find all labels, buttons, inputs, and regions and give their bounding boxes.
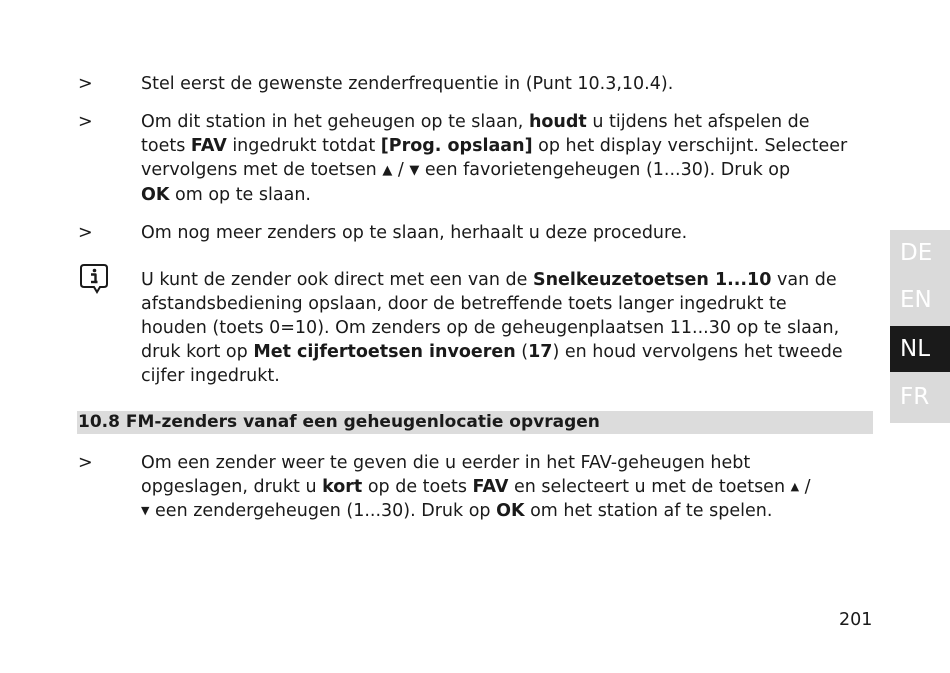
text-run: een zendergeheugen (1...30). Druk op [149, 501, 497, 521]
text-run: u tijdens het afspelen de [586, 112, 810, 132]
text-run: Om een zender weer te geven die u eerder in het FAV-geheugen hebt [141, 453, 751, 473]
text-run: op de toets [362, 477, 473, 497]
text-run: om het station af te spelen. [524, 501, 773, 521]
text-run: opgeslagen, drukt u [141, 477, 323, 497]
text-run: van de [771, 270, 837, 290]
bullet-text [141, 72, 881, 96]
text-run: vervolgens met de toetsen [141, 160, 383, 180]
text-run: ingedrukt totdat [226, 136, 381, 156]
bullet-marker: > [78, 112, 93, 132]
bullet-text [141, 451, 881, 523]
bold-text: Snelkeuzetoetsen 1...10 [533, 270, 772, 290]
text-run: cijfer ingedrukt. [141, 366, 280, 386]
bold-text: Met cijfertoetsen invoeren [253, 342, 516, 362]
bold-text: 17 [528, 342, 553, 362]
text-run: om op te slaan. [169, 185, 311, 205]
text-line [141, 364, 881, 388]
text-run: Om nog meer zenders op te slaan, herhaalt u deze procedure. [141, 223, 688, 243]
text-run: Stel eerst de gewenste zenderfrequentie in (Punt 10.3,10.4). [141, 74, 674, 94]
arrow-down-icon: ▼ [141, 504, 150, 517]
text-run: ( [515, 342, 529, 362]
text-run: en selecteert u met de toetsen [508, 477, 791, 497]
bold-text: kort [322, 477, 363, 497]
info-text [141, 268, 881, 388]
text-line [141, 134, 881, 158]
text-line [141, 499, 881, 523]
language-tab-en[interactable]: EN [900, 287, 932, 313]
bullet-text [141, 110, 881, 207]
page-number: 201 [839, 610, 873, 630]
language-tab-de[interactable]: DE [900, 240, 933, 266]
text-line [141, 72, 881, 96]
text-run: ) en houd vervolgens het tweede [552, 342, 843, 362]
text-line [141, 340, 881, 364]
bold-text: houdt [528, 112, 587, 132]
bold-text: OK [496, 501, 525, 521]
text-run: toets [141, 136, 191, 156]
bold-text: [Prog. opslaan] [380, 136, 533, 156]
arrow-up-icon: ▲ [382, 163, 393, 178]
text-line [141, 475, 881, 499]
bullet-text [141, 221, 881, 245]
text-run: druk kort op [141, 342, 254, 362]
language-tabs [890, 230, 950, 423]
text-run: houden (toets 0=10). Om zenders op de geheugenplaatsen 11...30 op te slaan, [141, 318, 840, 338]
text-run: een favorietengeheugen (1...30). Druk op [419, 160, 791, 180]
bold-text: FAV [190, 136, 227, 156]
text-run: Om dit station in het geheugen op te slaan, [141, 112, 529, 132]
arrow-down-icon: ▼ [409, 163, 420, 178]
text-run: / [392, 160, 410, 180]
text-run: U kunt de zender ook direct met een van de [141, 270, 533, 290]
language-tab-fr[interactable]: FR [900, 384, 930, 410]
info-icon [78, 262, 110, 294]
text-line [141, 183, 881, 207]
text-line [141, 292, 881, 316]
arrow-up-icon: ▲ [790, 480, 800, 493]
bullet-marker: > [78, 74, 93, 94]
section-title: 10.8 FM-zenders vanaf een geheugenlocatie opvragen [78, 412, 600, 432]
text-line [141, 221, 881, 245]
language-tab-nl[interactable]: NL [890, 326, 950, 372]
text-run: afstandsbediening opslaan, door de betreffende toets langer ingedrukt te [141, 294, 787, 314]
text-run: op het display verschijnt. Selecteer [532, 136, 848, 156]
text-line [141, 158, 881, 183]
section-header [77, 411, 873, 434]
text-line [141, 268, 881, 292]
text-line [141, 316, 881, 340]
text-run: / [799, 477, 811, 497]
bullet-marker: > [78, 453, 93, 473]
text-line [141, 110, 881, 134]
text-line [141, 451, 881, 475]
bold-text: FAV [472, 477, 509, 497]
bullet-marker: > [78, 223, 93, 243]
bold-text: OK [141, 185, 170, 205]
